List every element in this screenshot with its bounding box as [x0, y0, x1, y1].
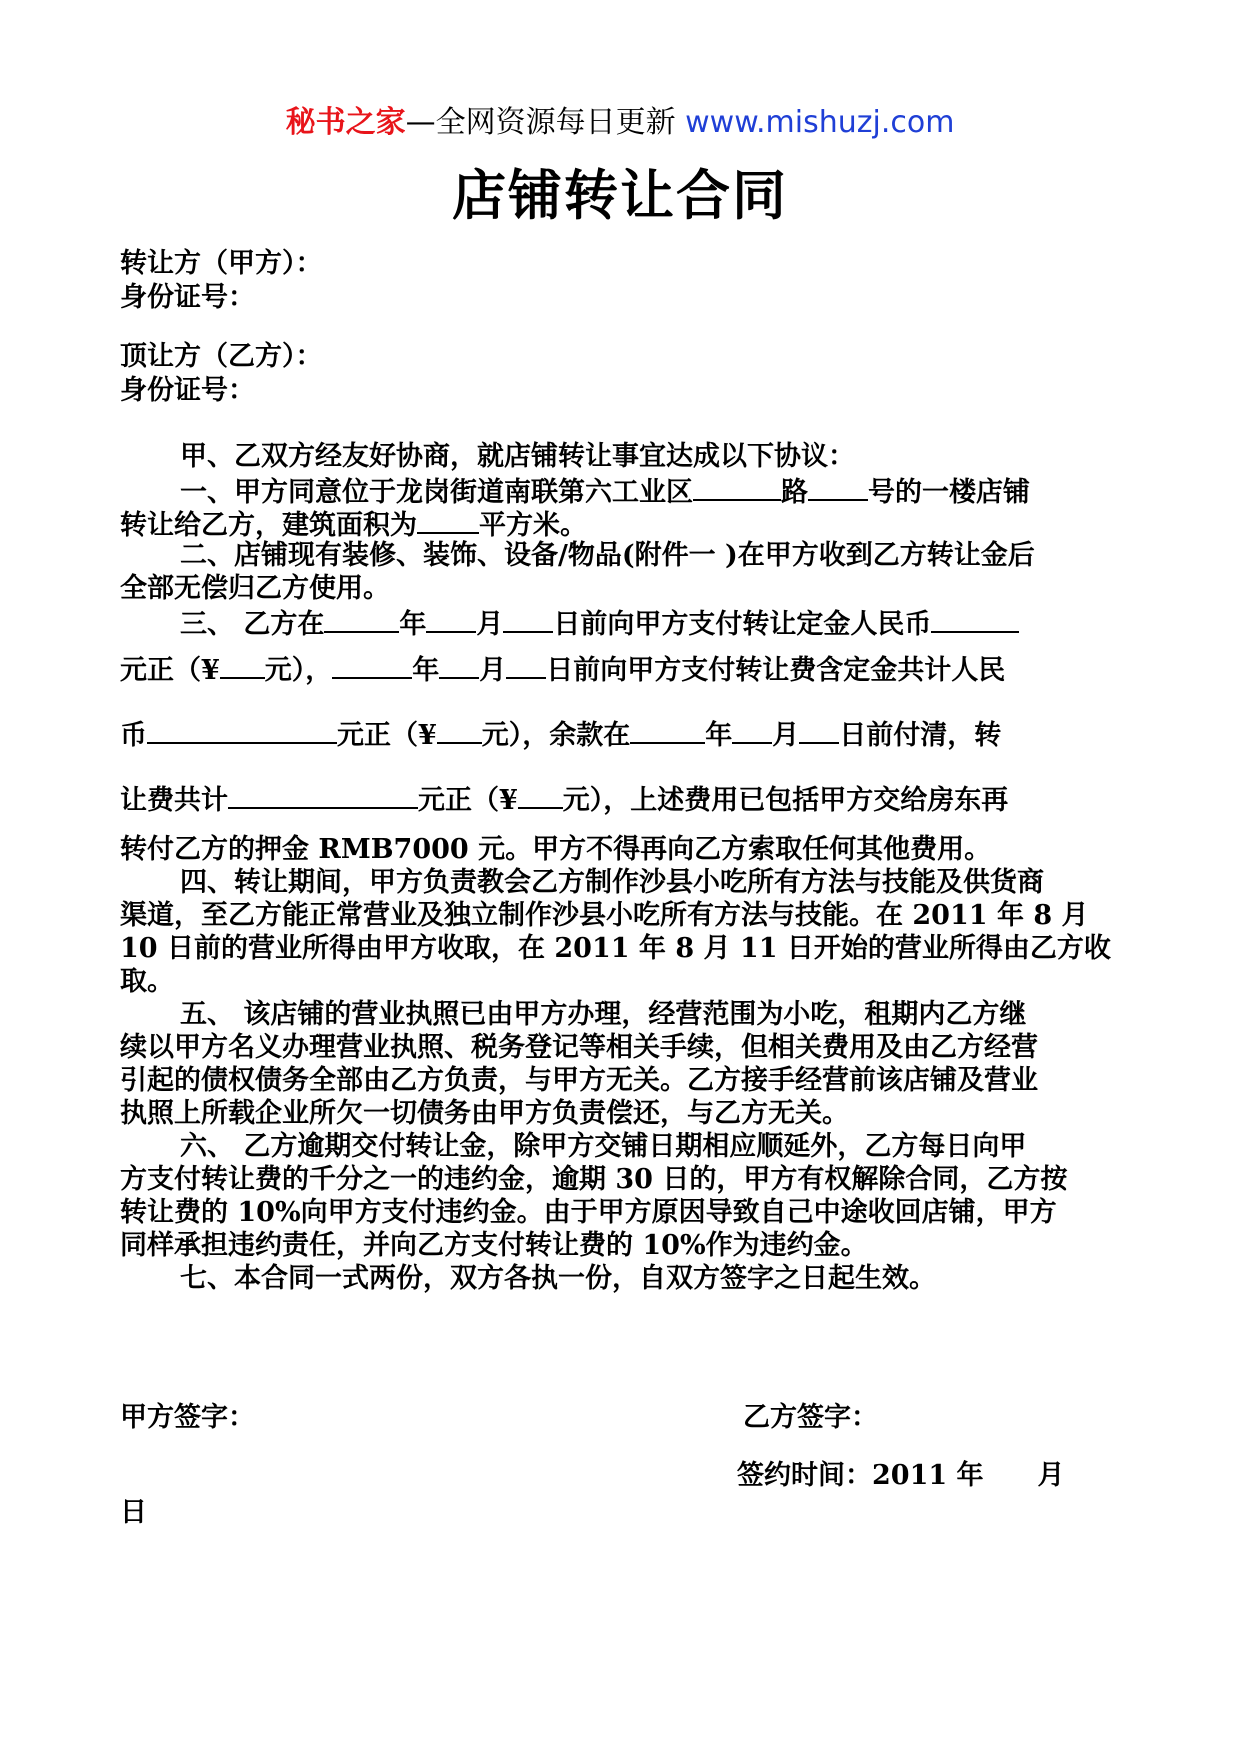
blank-field: [147, 716, 337, 744]
clause-text: 元正（¥: [337, 720, 437, 751]
party-b-block: [120, 340, 323, 408]
clause-text: 元正（¥: [120, 655, 220, 686]
clause-1-line-2: [120, 506, 1120, 539]
clause-text: 月: [479, 655, 507, 686]
blank-field: [220, 651, 265, 679]
clause-text: 日前付清，转: [839, 720, 1002, 751]
clause-4-line-1: 四、转让期间，甲方负责教会乙方制作沙县小吃所有方法与技能及供货商: [180, 867, 1044, 898]
signing-day-label: 日: [120, 1497, 147, 1528]
document-title: 店铺转让合同: [452, 163, 788, 227]
clause-text: 元），上述费用已包括甲方交给房东再: [562, 785, 1009, 816]
clause-text: 让费共计: [120, 785, 228, 816]
party-b-signature-label: 乙方签字：: [743, 1402, 878, 1433]
clause-3-line-2: [120, 638, 1120, 703]
blank-field: [630, 716, 705, 744]
party-b-id-label: 身份证号：: [120, 375, 255, 406]
clause-4-line-4: 取。: [120, 966, 174, 997]
contract-body: [120, 440, 1120, 1295]
header-tagline: —全网资源每日更新: [405, 105, 676, 140]
clause-6-line-1: 六、 乙方逾期交付转让金，除甲方交铺日期相应顺延外，乙方每日向甲: [180, 1131, 1027, 1162]
clause-4-line-2: 渠道，至乙方能正常营业及独立制作沙县小吃所有方法与技能。在 2011 年 8 月: [120, 900, 1089, 931]
clause-6-line-3: 转让费的 10%向甲方支付违约金。由于甲方原因导致自己中途收回店铺，甲方: [120, 1197, 1057, 1228]
clause-5-line-4: 执照上所载企业所欠一切债务由甲方负责偿还，与乙方无关。: [120, 1098, 849, 1129]
clause-text: 元正（¥: [418, 785, 518, 816]
blank-field: [324, 605, 399, 633]
clause-5-line-2: 续以甲方名义办理营业执照、税务登记等相关手续，但相关费用及由乙方经营: [120, 1032, 1038, 1063]
clause-7: 七、本合同一式两份，双方各执一份，自双方签字之日起生效。: [180, 1263, 936, 1294]
clause-text: 一、甲方同意位于龙岗街道南联第六工业区: [180, 477, 693, 508]
party-a-label: 转让方（甲方）：: [120, 248, 323, 279]
clause-5-line-3: 引起的债权债务全部由乙方负责，与甲方无关。乙方接手经营前该店铺及营业: [120, 1065, 1038, 1096]
blank-field: [503, 605, 553, 633]
clause-text: 转让给乙方，建筑面积为: [120, 510, 417, 541]
clause-text: 月: [476, 609, 504, 640]
brand-name: 秘书之家: [285, 105, 406, 140]
clause-3-line-4: [120, 768, 1120, 833]
clause-1-line-1: [120, 473, 1120, 506]
blank-field: [228, 781, 418, 809]
party-a-id-label: 身份证号：: [120, 282, 255, 313]
clause-2-line-2: 全部无偿归乙方使用。: [120, 573, 390, 604]
clause-text: 三、 乙方在: [180, 609, 325, 640]
clause-6-line-2: 方支付转让费的千分之一的违约金，逾期 30 日的，甲方有权解除合同，乙方按: [120, 1164, 1068, 1195]
clause-text: 日前向甲方支付转让费含定金共计人民: [546, 655, 1006, 686]
site-header: [0, 103, 1240, 143]
blank-field: [417, 506, 479, 534]
clause-3-line-5: 转付乙方的押金 RMB7000 元。甲方不得再向乙方索取任何其他费用。: [120, 834, 992, 865]
blank-field: [518, 781, 563, 809]
site-url[interactable]: www.mishuzj.com: [685, 105, 955, 140]
blank-field: [732, 716, 772, 744]
clause-text: 平方米。: [479, 510, 587, 541]
blank-field: [439, 651, 479, 679]
blank-field: [426, 605, 476, 633]
clause-text: 币: [120, 720, 147, 751]
clause-6-line-4: 同样承担违约责任，并向乙方支付转让费的 10%作为违约金。: [120, 1230, 868, 1261]
clause-5-line-1: 五、 该店铺的营业执照已由甲方办理，经营范围为小吃，租期内乙方继: [180, 999, 1027, 1030]
clause-3-line-3: [120, 703, 1120, 768]
blank-field: [799, 716, 839, 744]
party-a-block: [120, 247, 323, 315]
party-a-signature-label: 甲方签字：: [120, 1402, 255, 1433]
blank-field: [931, 605, 1019, 633]
blank-field: [808, 473, 868, 501]
blank-field: [437, 716, 482, 744]
blank-field: [693, 473, 781, 501]
blank-field: [332, 651, 412, 679]
clause-intro: 甲、乙双方经友好协商，就店铺转让事宜达成以下协议：: [180, 441, 855, 472]
clause-text: 元），: [264, 655, 333, 686]
blank-field: [506, 651, 546, 679]
clause-2-line-1: 二、店铺现有装修、装饰、设备/物品(附件一 )在甲方收到乙方转让金后: [180, 540, 1035, 571]
party-b-label: 顶让方（乙方）：: [120, 341, 323, 372]
clause-text: 号的一楼店铺: [868, 477, 1030, 508]
clause-text: 年: [412, 655, 440, 686]
clause-text: 月: [772, 720, 800, 751]
signing-date-label: 签约时间：2011 年 月: [737, 1460, 1065, 1491]
clause-4-line-3: 10 日前的营业所得由甲方收取，在 2011 年 8 月 11 日开始的营业所得由乙方收: [120, 933, 1111, 964]
clause-text: 年: [705, 720, 733, 751]
clause-text: 元），余款在: [481, 720, 631, 751]
clause-text: 年: [399, 609, 427, 640]
clause-text: 日前向甲方支付转让定金人民币: [553, 609, 932, 640]
clause-3-line-1: [120, 605, 1120, 638]
clause-text: 路: [781, 477, 808, 508]
